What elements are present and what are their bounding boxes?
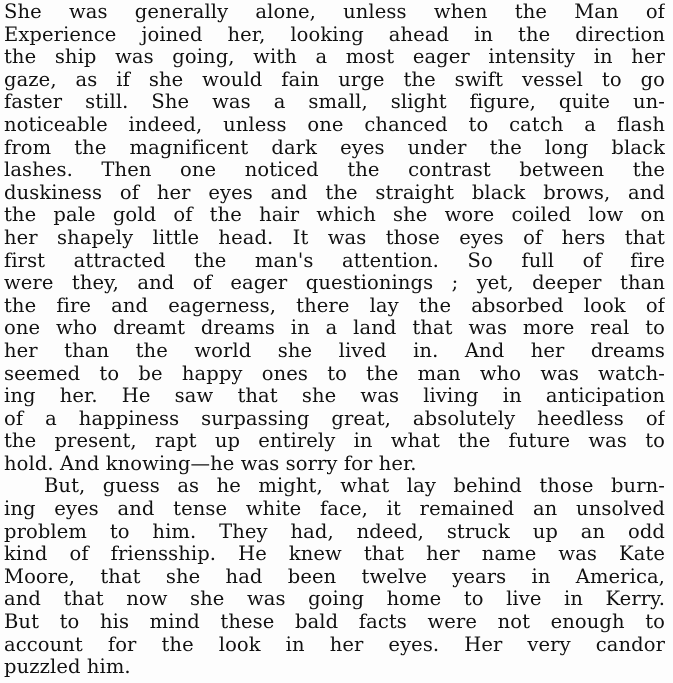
text-line: But, guess as he might, what lay behind those burn- [44,475,665,498]
article-body [4,1,665,679]
text-line: the ship was going, with a most eager intensity in her [4,46,665,69]
text-line: first attracted the man's attention. So full of fire [4,249,665,272]
text-line: of a happiness surpassing great, absolutely heedless of [4,407,665,430]
text-line: seemed to be happy ones to the man who was watch- [4,362,665,385]
text-line: But to his mind these bald facts were not enough to [4,611,665,634]
text-line: account for the look in her eyes. Her very candor [4,633,665,656]
text-line: kind of friensship. He knew that her name was Kate [4,543,665,566]
text-line: the fire and eagerness, there lay the absorbed look of [4,294,665,317]
text-line: and that now she was going home to live in Kerry. [4,588,665,611]
text-line: duskiness of her eyes and the straight black brows, and [4,181,665,204]
text-line: She was generally alone, unless when the Man of [4,1,665,23]
text-line: from the magnificent dark eyes under the long black [4,136,665,159]
text-line: gaze, as if she would fain urge the swift vessel to go [4,68,665,91]
text-line: her shapely little head. It was those eyes of hers that [4,226,665,249]
text-line: faster still. She was a small, slight figure, quite un- [4,91,665,114]
paragraph-1 [4,1,665,475]
text-line: the pale gold of the hair which she wore coiled low on [4,204,665,227]
text-line: noticeable indeed, unless one chanced to catch a flash [4,113,665,136]
text-line: hold. And knowing—he was sorry for her. [4,452,417,475]
text-line: lashes. Then one noticed the contrast between the [4,159,665,182]
text-line: Experience joined her, looking ahead in the direction [4,23,665,46]
text-line: ing eyes and tense white face, it remained an unsolved [4,498,665,521]
text-line: the present, rapt up entirely in what the future was to [4,430,665,453]
text-line: puzzled him. [4,656,131,679]
text-line: ing her. He saw that she was living in anticipation [4,385,665,408]
text-line: one who dreamt dreams in a land that was more real to [4,317,665,340]
text-line: her than the world she lived in. And her dreams [4,339,665,362]
text-line: Moore, that she had been twelve years in America, [4,565,665,588]
text-line: were they, and of eager questionings ; yet, deeper than [4,272,665,295]
paragraph-2 [4,475,665,678]
text-line: problem to him. They had, ndeed, struck up an odd [4,520,665,543]
